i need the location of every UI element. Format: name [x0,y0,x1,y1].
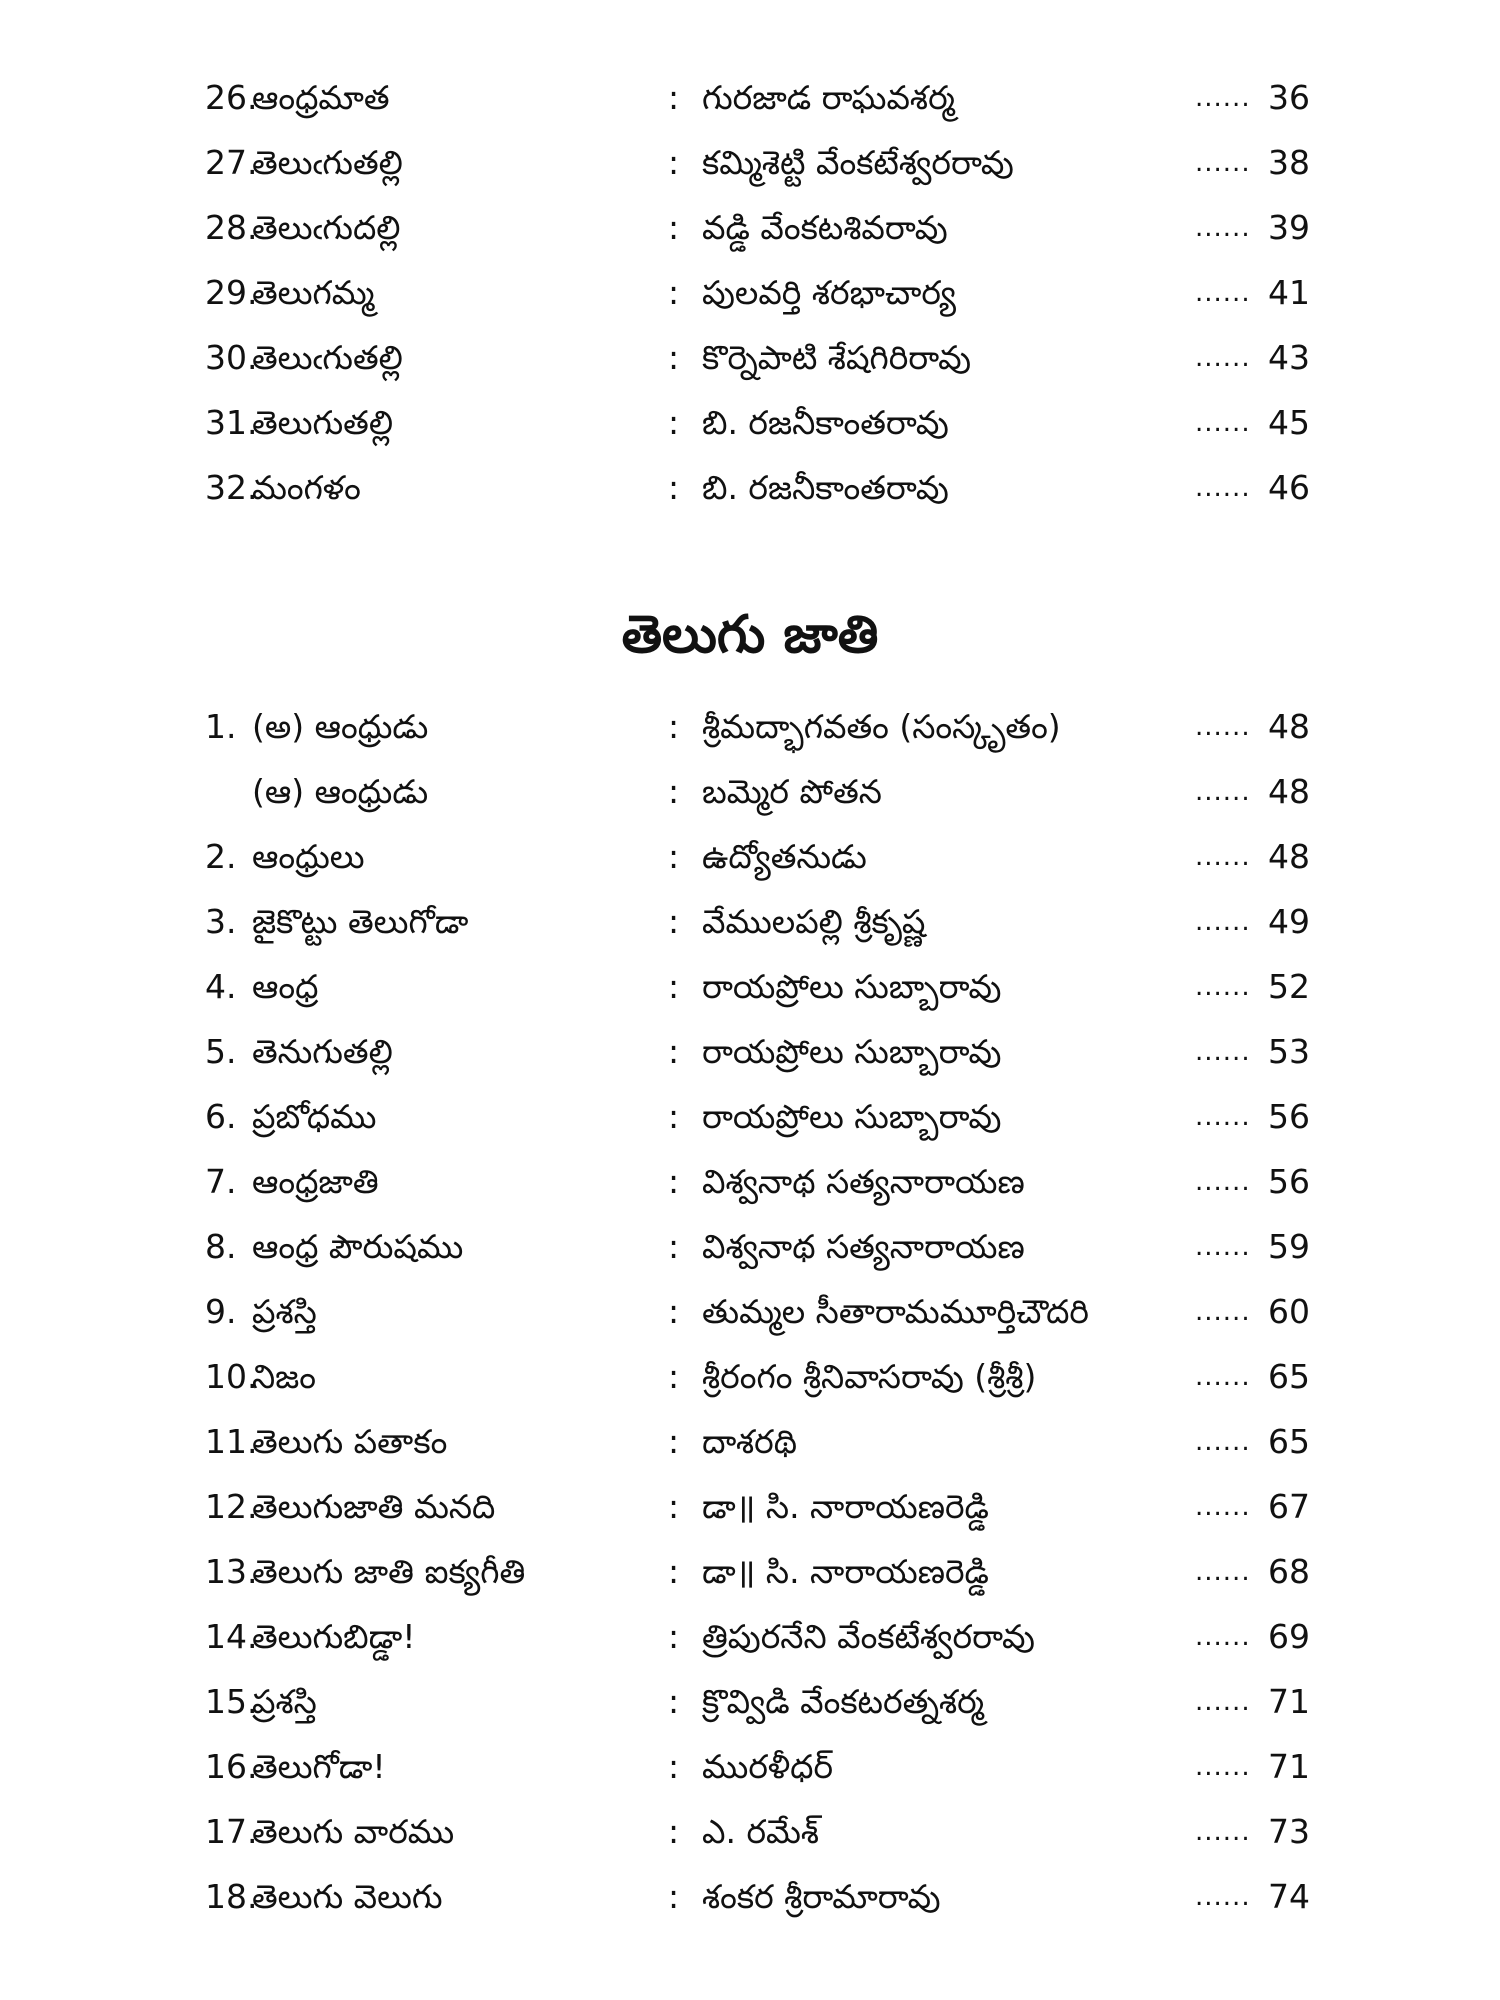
toc-entry [0,1022,1500,1082]
entry-leader-dots: ...... [1195,1232,1251,1262]
entry-separator: : [668,707,680,746]
entry-author: దాశరథి [702,1422,798,1461]
entry-leader-dots: ...... [1195,1427,1251,1457]
entry-page-number: 46 [1268,468,1310,507]
entry-separator: : [668,1747,680,1786]
entry-page-number: 65 [1268,1422,1310,1461]
entry-page-number: 41 [1268,273,1310,312]
entry-author: డా॥ సి. నారాయణరెడ్డి [702,1552,989,1591]
entry-title: ఆంధ్రజాతి [252,1162,379,1201]
entry-title: ఆంధ్రులు [252,837,365,876]
entry-leader-dots: ...... [1195,1167,1251,1197]
entry-title: ఆంధ్ర పౌరుషము [252,1227,464,1266]
entry-title: ఆంధ్ర [252,967,319,1006]
entry-title: ప్రబోధము [252,1097,377,1136]
entry-number: 30. [205,338,258,377]
entry-page-number: 36 [1268,78,1310,117]
entry-separator: : [668,967,680,1006]
entry-number: 15. [205,1682,258,1721]
entry-number: 17. [205,1812,258,1851]
entry-title: తెలుగు పతాకం [252,1422,448,1461]
entry-number: 26. [205,78,258,117]
entry-separator: : [668,902,680,941]
entry-number: 27. [205,143,258,182]
entry-page-number: 65 [1268,1357,1310,1396]
toc-entry [0,892,1500,952]
entry-separator: : [668,273,680,312]
toc-entry [0,1607,1500,1667]
entry-separator: : [668,837,680,876]
entry-page-number: 48 [1268,772,1310,811]
entry-separator: : [668,78,680,117]
entry-number: 4. [205,967,237,1006]
entry-number: 5. [205,1032,237,1071]
entry-number: 2. [205,837,237,876]
entry-page-number: 49 [1268,902,1310,941]
entry-page-number: 39 [1268,208,1310,247]
entry-separator: : [668,1487,680,1526]
entry-page-number: 59 [1268,1227,1310,1266]
entry-title: తెలుగు వెలుగు [252,1877,443,1916]
entry-title: నిజం [252,1357,317,1396]
entry-page-number: 52 [1268,967,1310,1006]
entry-page-number: 48 [1268,707,1310,746]
entry-leader-dots: ...... [1195,213,1251,243]
toc-entry [0,1412,1500,1472]
toc-entry [0,957,1500,1017]
entry-leader-dots: ...... [1195,1817,1251,1847]
entry-author: బి. రజనీకాంతరావు [702,403,949,442]
entry-number: 7. [205,1162,237,1201]
entry-leader-dots: ...... [1195,1882,1251,1912]
entry-title: (అ) ఆంధ్రుడు [252,707,429,746]
entry-title: జైకొట్టు తెలుగోడా [252,902,469,941]
entry-number: 1. [205,707,237,746]
entry-separator: : [668,143,680,182]
entry-number: 6. [205,1097,237,1136]
entry-author: రాయప్రోలు సుబ్బారావు [702,967,1002,1006]
entry-leader-dots: ...... [1195,1102,1251,1132]
toc-entry [0,68,1500,128]
toc-entry [0,1152,1500,1212]
entry-leader-dots: ...... [1195,1492,1251,1522]
entry-page-number: 43 [1268,338,1310,377]
entry-leader-dots: ...... [1195,1557,1251,1587]
entry-page-number: 67 [1268,1487,1310,1526]
entry-title: తెలుగు వారము [252,1812,455,1851]
entry-title: తెలుఁగుతల్లి [252,338,403,377]
toc-entry [0,1737,1500,1797]
entry-title: తెలుగోడా! [252,1747,386,1786]
entry-author: కమ్మిశెట్టి వేంకటేశ్వరరావు [702,143,1014,182]
entry-page-number: 45 [1268,403,1310,442]
entry-title: తెలుగమ్మ [252,273,375,312]
toc-entry [0,328,1500,388]
entry-separator: : [668,1227,680,1266]
entry-page-number: 68 [1268,1552,1310,1591]
entry-author: గురజాడ రాఘవశర్మ [702,78,955,117]
entry-leader-dots: ...... [1195,842,1251,872]
toc-entry [0,1672,1500,1732]
entry-page-number: 71 [1268,1747,1310,1786]
entry-number: 14. [205,1617,258,1656]
entry-separator: : [668,772,680,811]
entry-title: ప్రశస్తి [252,1292,317,1331]
entry-author: రాయప్రోలు సుబ్బారావు [702,1097,1002,1136]
entry-separator: : [668,208,680,247]
entry-number: 12. [205,1487,258,1526]
toc-entry [0,1347,1500,1407]
toc-entry [0,198,1500,258]
section-heading: తెలుగు జాతి [621,605,879,665]
toc-entry [0,1087,1500,1147]
toc-entry [0,458,1500,518]
toc-entry [0,393,1500,453]
entry-author: బమ్మెర పోతన [702,772,882,811]
entry-separator: : [668,1162,680,1201]
entry-title: తెలుగుబిడ్డా! [252,1617,416,1656]
entry-page-number: 56 [1268,1162,1310,1201]
toc-entry [0,762,1500,822]
entry-separator: : [668,1032,680,1071]
entry-author: డా॥ సి. నారాయణరెడ్డి [702,1487,989,1526]
entry-page-number: 71 [1268,1682,1310,1721]
entry-author: వేములపల్లి శ్రీకృష్ణ [702,902,926,941]
entry-number: 29. [205,273,258,312]
entry-author: విశ్వనాథ సత్యనారాయణ [702,1227,1025,1266]
entry-author: త్రిపురనేని వేంకటేశ్వరరావు [702,1617,1035,1656]
entry-leader-dots: ...... [1195,1297,1251,1327]
entry-number: 32. [205,468,258,507]
entry-title: మంగళం [252,468,361,507]
entry-author: ఎ. రమేశ్ [702,1812,820,1851]
entry-leader-dots: ...... [1195,343,1251,373]
entry-separator: : [668,1422,680,1461]
entry-separator: : [668,1097,680,1136]
toc-entry [0,827,1500,887]
entry-number: 31. [205,403,258,442]
entry-separator: : [668,1617,680,1656]
entry-author: బి. రజనీకాంతరావు [702,468,949,507]
entry-separator: : [668,1552,680,1591]
entry-number: 11. [205,1422,258,1461]
entry-number: 8. [205,1227,237,1266]
entry-author: వడ్డి వేంకటశివరావు [702,208,948,247]
toc-entry [0,1477,1500,1537]
entry-title: తెనుగుతల్లి [252,1032,393,1071]
entry-title: తెలుఁగుదల్లి [252,208,401,247]
toc-entry [0,697,1500,757]
entry-title: ఆంధ్రమాత [252,78,390,117]
entry-author: రాయప్రోలు సుబ్బారావు [702,1032,1002,1071]
entry-leader-dots: ...... [1195,473,1251,503]
entry-leader-dots: ...... [1195,1037,1251,1067]
entry-leader-dots: ...... [1195,712,1251,742]
entry-separator: : [668,338,680,377]
entry-title: తెలుఁగుతల్లి [252,143,403,182]
entry-number: 16. [205,1747,258,1786]
entry-separator: : [668,1682,680,1721]
entry-author: కొర్నెపాటి శేషగిరిరావు [702,338,972,377]
entry-title: ప్రశస్తి [252,1682,317,1721]
entry-author: విశ్వనాథ సత్యనారాయణ [702,1162,1025,1201]
entry-leader-dots: ...... [1195,278,1251,308]
entry-title: తెలుగు జాతి ఐక్యగీతి [252,1552,526,1591]
entry-leader-dots: ...... [1195,148,1251,178]
entry-page-number: 53 [1268,1032,1310,1071]
entry-separator: : [668,1812,680,1851]
entry-leader-dots: ...... [1195,972,1251,1002]
entry-author: క్రొవ్విడి వేంకటరత్నశర్మ [702,1682,985,1721]
toc-entry [0,263,1500,323]
toc-entry [0,133,1500,193]
entry-page-number: 48 [1268,837,1310,876]
entry-title: తెలుగుజాతి మనది [252,1487,496,1526]
entry-separator: : [668,468,680,507]
entry-leader-dots: ...... [1195,83,1251,113]
toc-entry [0,1867,1500,1927]
entry-page-number: 74 [1268,1877,1310,1916]
toc-entry [0,1542,1500,1602]
entry-number: 10. [205,1357,258,1396]
entry-leader-dots: ...... [1195,777,1251,807]
entry-author: మురళీధర్ [702,1747,834,1786]
entry-number: 13. [205,1552,258,1591]
entry-author: తుమ్మల సీతారామమూర్తిచౌదరి [702,1292,1089,1331]
entry-page-number: 60 [1268,1292,1310,1331]
entry-separator: : [668,1877,680,1916]
entry-title: (ఆ) ఆంధ్రుడు [252,772,429,811]
entry-separator: : [668,1357,680,1396]
entry-number: 3. [205,902,237,941]
toc-entry [0,1802,1500,1862]
entry-leader-dots: ...... [1195,1752,1251,1782]
entry-leader-dots: ...... [1195,408,1251,438]
entry-separator: : [668,403,680,442]
entry-author: పులవర్తి శరభాచార్య [702,273,957,312]
entry-separator: : [668,1292,680,1331]
entry-leader-dots: ...... [1195,1362,1251,1392]
entry-author: ఉద్యోతనుడు [702,837,867,876]
entry-number: 9. [205,1292,237,1331]
toc-entry [0,1282,1500,1342]
entry-page-number: 69 [1268,1617,1310,1656]
entry-author: శ్రీమద్భాగవతం (సంస్కృతం) [702,707,1061,746]
entry-page-number: 38 [1268,143,1310,182]
entry-title: తెలుగుతల్లి [252,403,394,442]
toc-entry [0,1217,1500,1277]
entry-author: శ్రీరంగం శ్రీనివాసరావు (శ్రీశ్రీ) [702,1357,1037,1396]
entry-leader-dots: ...... [1195,907,1251,937]
entry-page-number: 56 [1268,1097,1310,1136]
entry-number: 18. [205,1877,258,1916]
entry-author: శంకర శ్రీరామారావు [702,1877,941,1916]
entry-page-number: 73 [1268,1812,1310,1851]
entry-leader-dots: ...... [1195,1622,1251,1652]
entry-number: 28. [205,208,258,247]
entry-leader-dots: ...... [1195,1687,1251,1717]
